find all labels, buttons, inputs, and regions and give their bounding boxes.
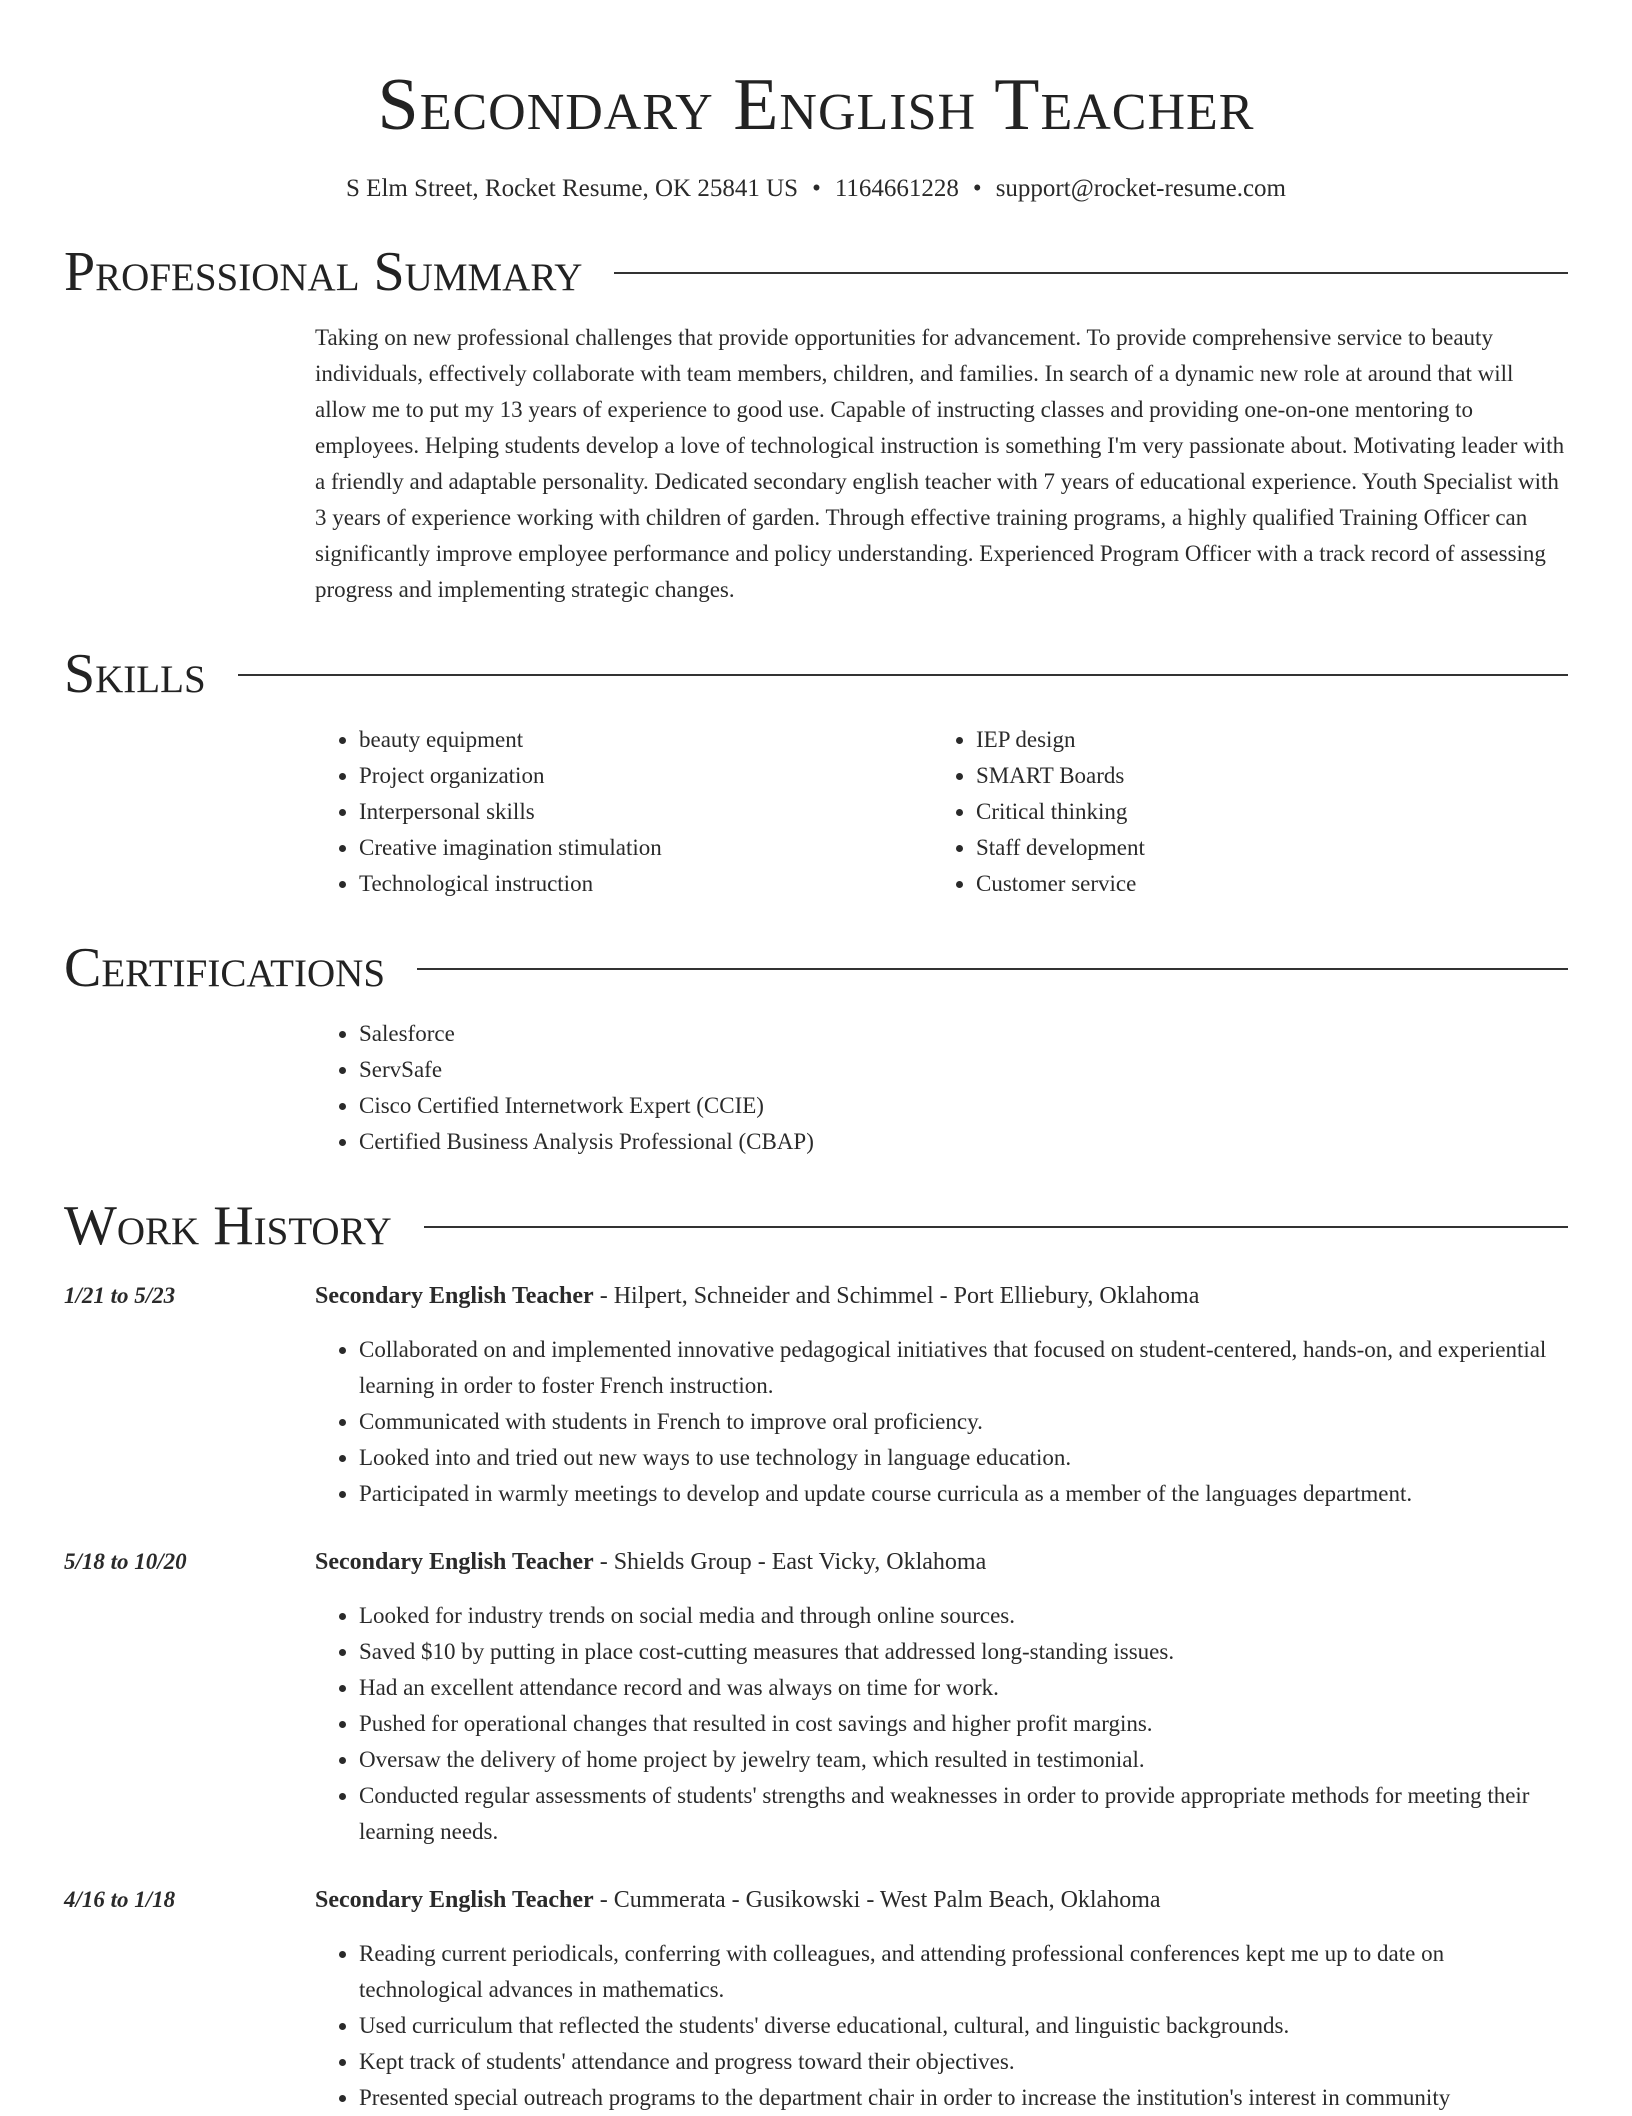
- skills-column-right: [932, 722, 1549, 902]
- job-employer-location: - Shields Group - East Vicky, Oklahoma: [593, 1549, 987, 1575]
- job-bullet: • Oversaw the delivery of home project by jewelry team, which resulted in testimonial.: [359, 1742, 1568, 1778]
- job-bullet: • Pushed for operational changes that resulted in cost savings and higher profit margins.: [359, 1706, 1568, 1742]
- section-divider: [238, 674, 1568, 676]
- contact-address: S Elm Street, Rocket Resume, OK 25841 US: [346, 175, 799, 202]
- certifications-section-title: Certifications: [64, 937, 386, 999]
- job-details: [315, 1278, 1568, 1512]
- skill-item: • Customer service: [976, 866, 1549, 902]
- job-bullet: • Conducted regular assessments of students' strengths and weaknesses in order to provide appropriate methods for meeting their learning needs.: [359, 1778, 1568, 1850]
- summary-text: Taking on new professional challenges that provide opportunities for advancement. To provide comprehensive service to beauty individuals, effectively collaborate with team members, children, and families. In search of a dynamic new role at around that will allow me to put my 13 years of experience to good use. Capable of instructing classes and providing one-on-one mentoring to employees. Helping students develop a love of technological instruction is something I'm very passionate about. Motivating leader with a friendly and adaptable personality. Dedicated secondary english teacher with 7 years of educational experience. Youth Specialist with 3 years of experience working with children of garden. Through effective training programs, a highly qualified Training Officer can significantly improve employee performance and policy understanding. Experienced Program Officer with a track record of assessing progress and implementing strategic changes.: [315, 325, 1565, 602]
- job-employer-location: - Cummerata - Gusikowski - West Palm Beach, Oklahoma: [593, 1887, 1161, 1913]
- summary-section-header: [64, 238, 1568, 306]
- job-bullet: • Looked into and tried out new ways to use technology in language education.: [359, 1440, 1568, 1476]
- certifications-section-header: [64, 934, 1568, 1002]
- skill-item: • IEP design: [976, 722, 1549, 758]
- job-dates: 1/21 to 5/23: [64, 1283, 176, 1308]
- contact-email[interactable]: support@rocket-resume.com: [995, 175, 1286, 202]
- work-history-section-header: [64, 1192, 1568, 1260]
- work-history-list: [64, 1278, 1568, 2116]
- job-title-line: [315, 1882, 1568, 1918]
- job-bullet: • Kept track of students' attendance and progress toward their objectives.: [359, 2044, 1568, 2080]
- skills-list: [315, 722, 1568, 902]
- skill-item: • Staff development: [976, 830, 1549, 866]
- job-title-line: [315, 1278, 1568, 1314]
- job-employer-location: - Hilpert, Schneider and Schimmel - Port Elliebury, Oklahoma: [593, 1283, 1200, 1309]
- summary-section-title: Professional Summary: [64, 241, 583, 303]
- job-role: Secondary English Teacher: [315, 1887, 594, 1913]
- job-details: [315, 1544, 1568, 1850]
- contact-separator: •: [812, 175, 821, 202]
- certification-item: • Certified Business Analysis Professional (CBAP): [359, 1124, 1568, 1160]
- job-bullet: • Used curriculum that reflected the students' diverse educational, cultural, and linguistic backgrounds.: [359, 2008, 1568, 2044]
- certification-item: • Salesforce: [359, 1016, 1568, 1052]
- job-bullets: [315, 1332, 1568, 1512]
- skill-item: • beauty equipment: [359, 722, 932, 758]
- job-bullet: • Presented special outreach programs to the department chair in order to increase the institution's interest in community: [359, 2080, 1568, 2116]
- contact-phone: 1164661228: [834, 175, 959, 202]
- resume-page: [64, 0, 1568, 2116]
- skills-section-title: Skills: [64, 643, 206, 705]
- job-bullets: [315, 1598, 1568, 1850]
- job-dates: 5/18 to 10/20: [64, 1549, 187, 1574]
- section-divider: [424, 1226, 1568, 1228]
- job-dates: 4/16 to 1/18: [64, 1887, 176, 1912]
- job-role: Secondary English Teacher: [315, 1283, 594, 1309]
- job-bullet: • Looked for industry trends on social media and through online sources.: [359, 1598, 1568, 1634]
- job-entry: [64, 1882, 1568, 2116]
- job-bullet: • Participated in warmly meetings to develop and update course curricula as a member of the languages department.: [359, 1476, 1568, 1512]
- job-details: [315, 1882, 1568, 2116]
- skill-item: • SMART Boards: [976, 758, 1549, 794]
- certification-item: • ServSafe: [359, 1052, 1568, 1088]
- skills-column-left: [315, 722, 932, 902]
- job-bullet: • Communicated with students in French to improve oral proficiency.: [359, 1404, 1568, 1440]
- skill-item: • Interpersonal skills: [359, 794, 932, 830]
- skills-section-header: [64, 640, 1568, 708]
- job-entry: [64, 1278, 1568, 1512]
- contact-separator: •: [972, 175, 982, 202]
- skill-item: • Project organization: [359, 758, 932, 794]
- job-bullet: • Had an excellent attendance record and was always on time for work.: [359, 1670, 1568, 1706]
- job-title-line: [315, 1544, 1568, 1580]
- section-divider: [614, 272, 1568, 274]
- skill-item: • Technological instruction: [359, 866, 932, 902]
- job-entry: [64, 1544, 1568, 1850]
- job-bullet: • Collaborated on and implemented innovative pedagogical initiatives that focused on student-centered, hands-on, and experiential learning in order to foster French instruction.: [359, 1332, 1568, 1404]
- certification-item: • Cisco Certified Internetwork Expert (CCIE): [359, 1088, 1568, 1124]
- job-bullet: • Reading current periodicals, conferring with colleagues, and attending professional conferences kept me up to date on technological advances in mathematics.: [359, 1936, 1568, 2008]
- certifications-list: [315, 1016, 1568, 1160]
- work-history-section-title: Work History: [64, 1195, 392, 1257]
- job-bullet: • Saved $10 by putting in place cost-cutting measures that addressed long-standing issues.: [359, 1634, 1568, 1670]
- resume-name: Secondary English Teacher: [377, 64, 1255, 146]
- job-bullets: [315, 1936, 1568, 2116]
- skill-item: • Creative imagination stimulation: [359, 830, 932, 866]
- section-divider: [417, 968, 1568, 970]
- skill-item: • Critical thinking: [976, 794, 1549, 830]
- job-role: Secondary English Teacher: [315, 1549, 594, 1575]
- contact-line: [64, 172, 1568, 206]
